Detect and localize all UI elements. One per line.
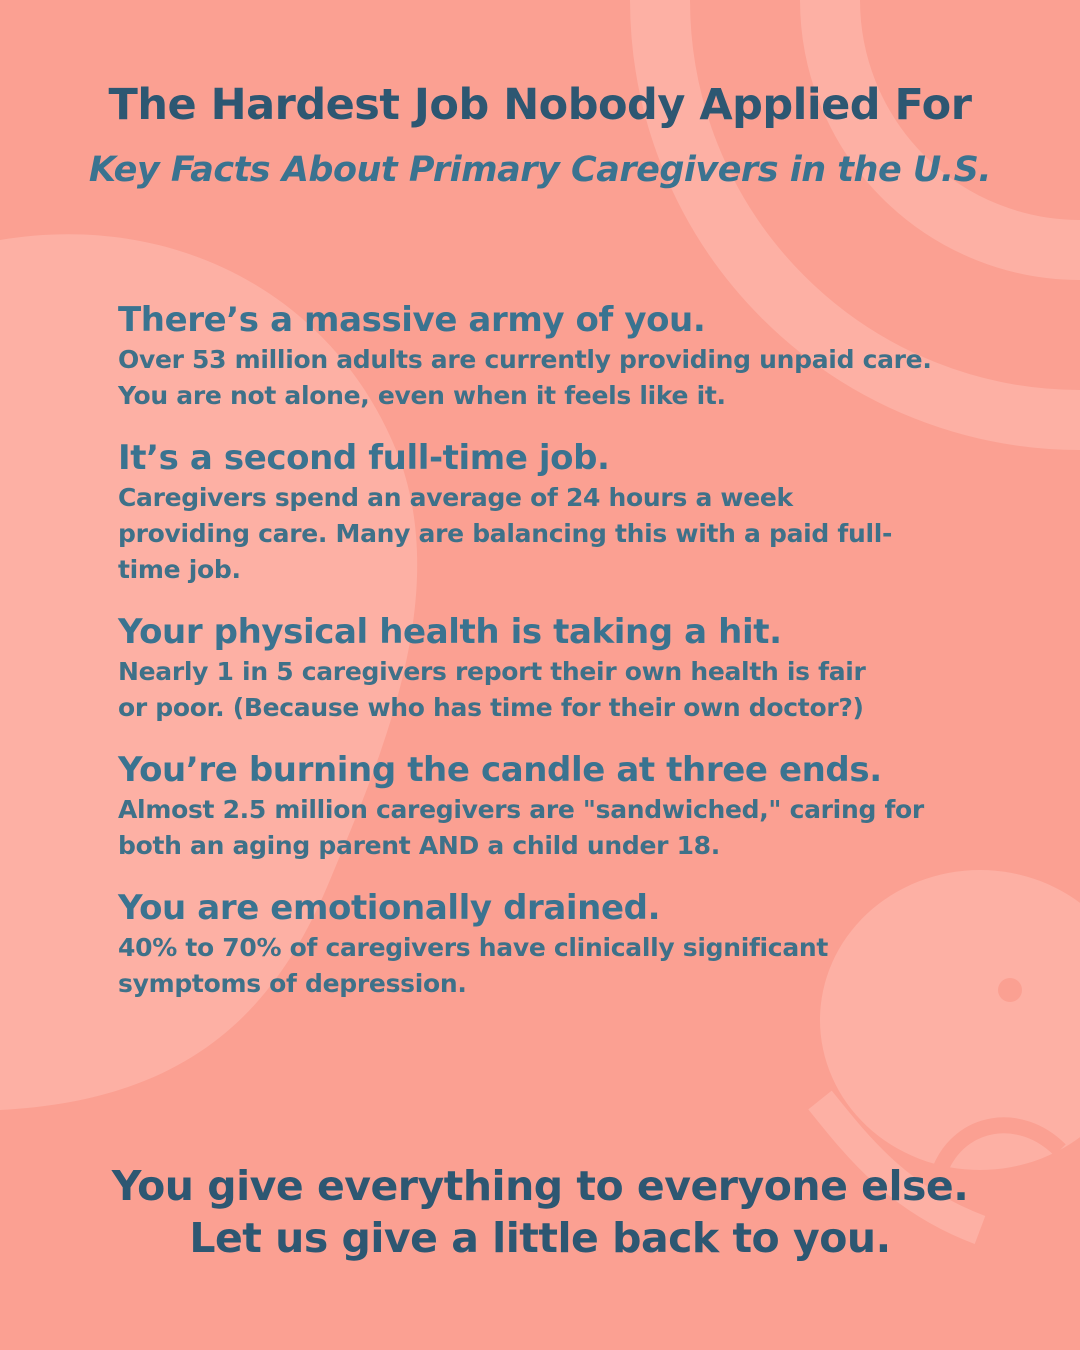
fact-item	[118, 610, 998, 726]
fact-item	[118, 436, 998, 588]
fact-heading: Your physical health is taking a hit.	[118, 612, 782, 652]
fact-heading: It’s a second full-time job.	[118, 438, 610, 478]
fact-item	[118, 748, 998, 864]
fact-item	[118, 886, 998, 1002]
closing-line-1: You give everything to everyone else.	[111, 1162, 969, 1210]
fact-heading: There’s a massive army of you.	[118, 300, 706, 340]
facts-list	[118, 298, 998, 1024]
fact-body: Over 53 million adults are currently providing unpaid care. You are not alone, even when it feels like it.	[118, 345, 932, 410]
page-subtitle: Key Facts About Primary Caregivers in the U.S.	[88, 150, 992, 190]
closing-line-2: Let us give a little back to you.	[189, 1214, 891, 1262]
page-title: The Hardest Job Nobody Applied For	[108, 80, 972, 130]
fact-body: Almost 2.5 million caregivers are "sandwiched," caring for both an aging parent AND a child under 18.	[118, 795, 924, 860]
fact-body: Nearly 1 in 5 caregivers report their own health is fair or poor. (Because who has time for their own doctor?)	[118, 657, 866, 722]
fact-heading: You are emotionally drained.	[118, 888, 661, 928]
fact-heading: You’re burning the candle at three ends.	[118, 750, 882, 790]
fact-body: 40% to 70% of caregivers have clinically significant symptoms of depression.	[118, 933, 829, 998]
fact-item	[118, 298, 998, 414]
fact-body: Caregivers spend an average of 24 hours a week providing care. Many are balancing this with a paid full-time job.	[118, 483, 893, 584]
closing-message	[0, 1160, 1080, 1264]
